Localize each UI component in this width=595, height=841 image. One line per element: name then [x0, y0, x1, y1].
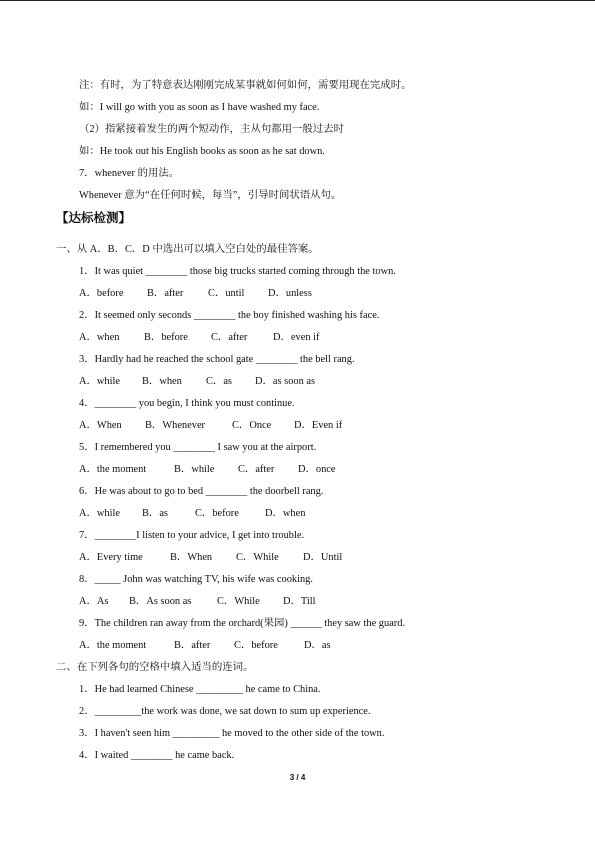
options-row: [79, 375, 315, 389]
options-row: [79, 287, 312, 301]
question-text: 5．I remembered you ________ I saw you at the airport.: [79, 442, 317, 453]
option: B．after: [147, 288, 184, 299]
question-text: 6．He was about to go to bed ________ the doorbell rang.: [79, 486, 324, 497]
option: B．as: [142, 508, 168, 519]
fill-in-item: 3．I haven't seen him _________ he moved to the other side of the town.: [79, 728, 385, 739]
option: C．after: [238, 464, 275, 475]
option: C．after: [211, 332, 248, 343]
option: B．Whenever: [145, 420, 206, 431]
part1-instruction: 一、从 A．B．C．D 中选出可以填入空白处的最佳答案。: [56, 244, 319, 255]
option: D．once: [298, 464, 336, 475]
option: C．Once: [232, 420, 272, 431]
option: D．when: [265, 508, 306, 519]
question-text: 8．_____ John was watching TV, his wife was cooking.: [79, 574, 313, 585]
option: B．after: [174, 640, 211, 651]
question-text: 1．It was quiet ________ those big trucks started coming through the town.: [79, 266, 396, 277]
section-title: 【达标检测】: [56, 210, 132, 225]
option: D．as: [304, 640, 331, 651]
option: C．before: [195, 508, 239, 519]
note-line: 注：有时，为了特意表达刚刚完成某事就如何如何，需要用现在完成时。: [79, 80, 412, 91]
page-number: 3 / 4: [289, 773, 306, 782]
option: C．as: [206, 376, 232, 387]
option: A．When: [79, 420, 122, 431]
option: C．While: [236, 552, 279, 563]
option: D．unless: [268, 288, 312, 299]
option: A．Every time: [79, 552, 143, 563]
option: D．even if: [273, 332, 320, 343]
options-row: [79, 419, 342, 433]
option: A．while: [79, 376, 120, 387]
options-row: [79, 551, 342, 565]
option: C．before: [234, 640, 278, 651]
option: D．Till: [283, 596, 316, 607]
question-text: 7．________I listen to your advice, I get into trouble.: [79, 530, 305, 541]
example-line: 如：I will go with you as soon as I have washed my face.: [79, 102, 320, 113]
option: D．as soon as: [255, 376, 316, 387]
option: A．As: [79, 596, 109, 607]
option: B．while: [174, 464, 215, 475]
option: B．As soon as: [129, 596, 192, 607]
option: B．When: [170, 552, 213, 563]
fill-in-item: 1．He had learned Chinese _________ he came to China.: [79, 684, 321, 695]
question-text: 2．It seemed only seconds ________ the boy finished washing his face.: [79, 310, 380, 321]
question-text: 3．Hardly had he reached the school gate ________ the bell rang.: [79, 354, 355, 365]
fill-in-item: 4．I waited ________ he came back.: [79, 750, 235, 761]
options-row: [79, 639, 331, 653]
option: A．when: [79, 332, 120, 343]
option: A．while: [79, 508, 120, 519]
option: B．before: [144, 332, 188, 343]
option: C．While: [217, 596, 260, 607]
option: A．the moment: [79, 464, 147, 475]
example-line: 如：He took out his English books as soon as he sat down.: [79, 146, 325, 157]
point-line: （2）指紧接着发生的两个短动作，主从句都用一般过去时: [79, 124, 344, 135]
option: B．when: [142, 376, 182, 387]
option: D．Until: [303, 552, 343, 563]
option: A．the moment: [79, 640, 147, 651]
explanation-line: Whenever 意为“在任何时候，每当”，引导时间状语从句。: [79, 190, 342, 201]
point-line: 7．whenever 的用法。: [79, 168, 180, 179]
option: D．Even if: [294, 420, 343, 431]
options-row: [79, 595, 316, 609]
question-text: 4．________ you begin, I think you must continue.: [79, 398, 295, 409]
options-row: [79, 507, 305, 521]
question-text: 9．The children ran away from the orchard(果园) ______ they saw the guard.: [79, 618, 406, 629]
options-row: [79, 331, 319, 345]
part2-instruction: 二、在下列各句的空格中填入适当的连词。: [56, 662, 254, 673]
option: C．until: [208, 288, 245, 299]
option: A．before: [79, 288, 124, 299]
fill-in-item: 2．_________the work was done, we sat down to sum up experience.: [79, 706, 371, 717]
options-row: [79, 463, 336, 477]
header-rule: [0, 0, 595, 1]
